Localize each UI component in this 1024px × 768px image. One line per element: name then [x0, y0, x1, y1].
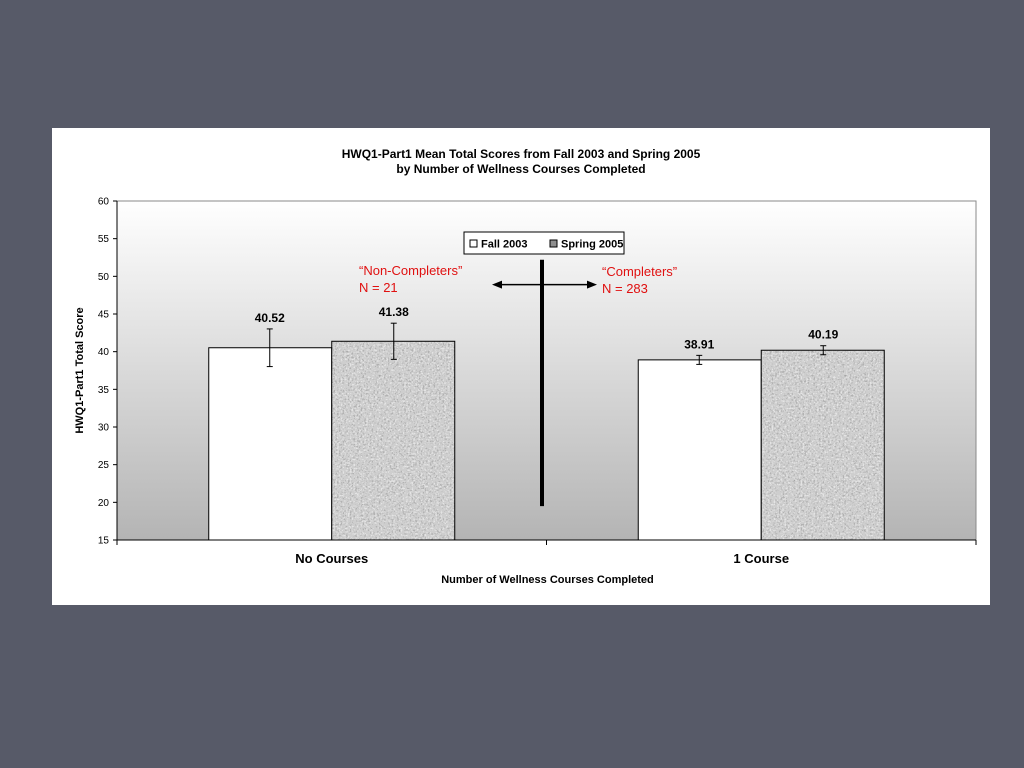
bar-fall-2003-no-courses	[209, 348, 332, 540]
bar-spring-2005-no-courses	[332, 341, 455, 540]
chart-title: HWQ1-Part1 Mean Total Scores from Fall 2003 and Spring 2005	[341, 147, 701, 161]
y-tick-label: 45	[97, 309, 109, 321]
x-category-label: 1 Course	[733, 551, 790, 566]
legend-label-fall-2003: Fall 2003	[481, 238, 528, 251]
legend-swatch-fall-2003	[470, 240, 477, 247]
data-label: 40.52	[254, 310, 285, 325]
bar-spring-2005-1-course	[761, 350, 884, 540]
annotation-non-completers: “Non-Completers”	[359, 263, 463, 278]
data-label: 38.91	[684, 337, 715, 352]
x-axis-label: Number of Wellness Courses Completed	[441, 574, 654, 586]
bar-chart	[52, 128, 990, 605]
legend	[464, 232, 624, 254]
x-category-label: No Courses	[295, 551, 369, 566]
data-label: 41.38	[378, 305, 409, 320]
y-tick-label: 25	[97, 460, 109, 472]
x-axis	[117, 540, 976, 566]
y-tick-label: 55	[97, 234, 109, 246]
bar-fall-2003-1-course	[638, 360, 761, 540]
y-tick-label: 15	[97, 535, 109, 547]
y-tick-label: 50	[97, 271, 109, 283]
legend-swatch-spring-2005	[550, 240, 557, 247]
y-axis	[98, 197, 117, 547]
y-tick-label: 30	[97, 422, 109, 434]
y-tick-label: 60	[97, 196, 109, 208]
y-tick-label: 35	[97, 384, 109, 396]
annotation-completers: “Completers”	[602, 264, 678, 279]
y-axis-label: HWQ1-Part1 Total Score	[74, 307, 86, 434]
annotation-non-completers-n: N = 21	[359, 280, 398, 295]
annotation-completers-n: N = 283	[602, 281, 648, 296]
y-tick-label: 40	[97, 347, 109, 359]
chart-subtitle: by Number of Wellness Courses Completed	[396, 162, 646, 176]
legend-label-spring-2005: Spring 2005	[561, 238, 624, 251]
data-label: 40.19	[808, 327, 839, 342]
chart-panel	[52, 128, 990, 605]
y-tick-label: 20	[97, 497, 109, 509]
